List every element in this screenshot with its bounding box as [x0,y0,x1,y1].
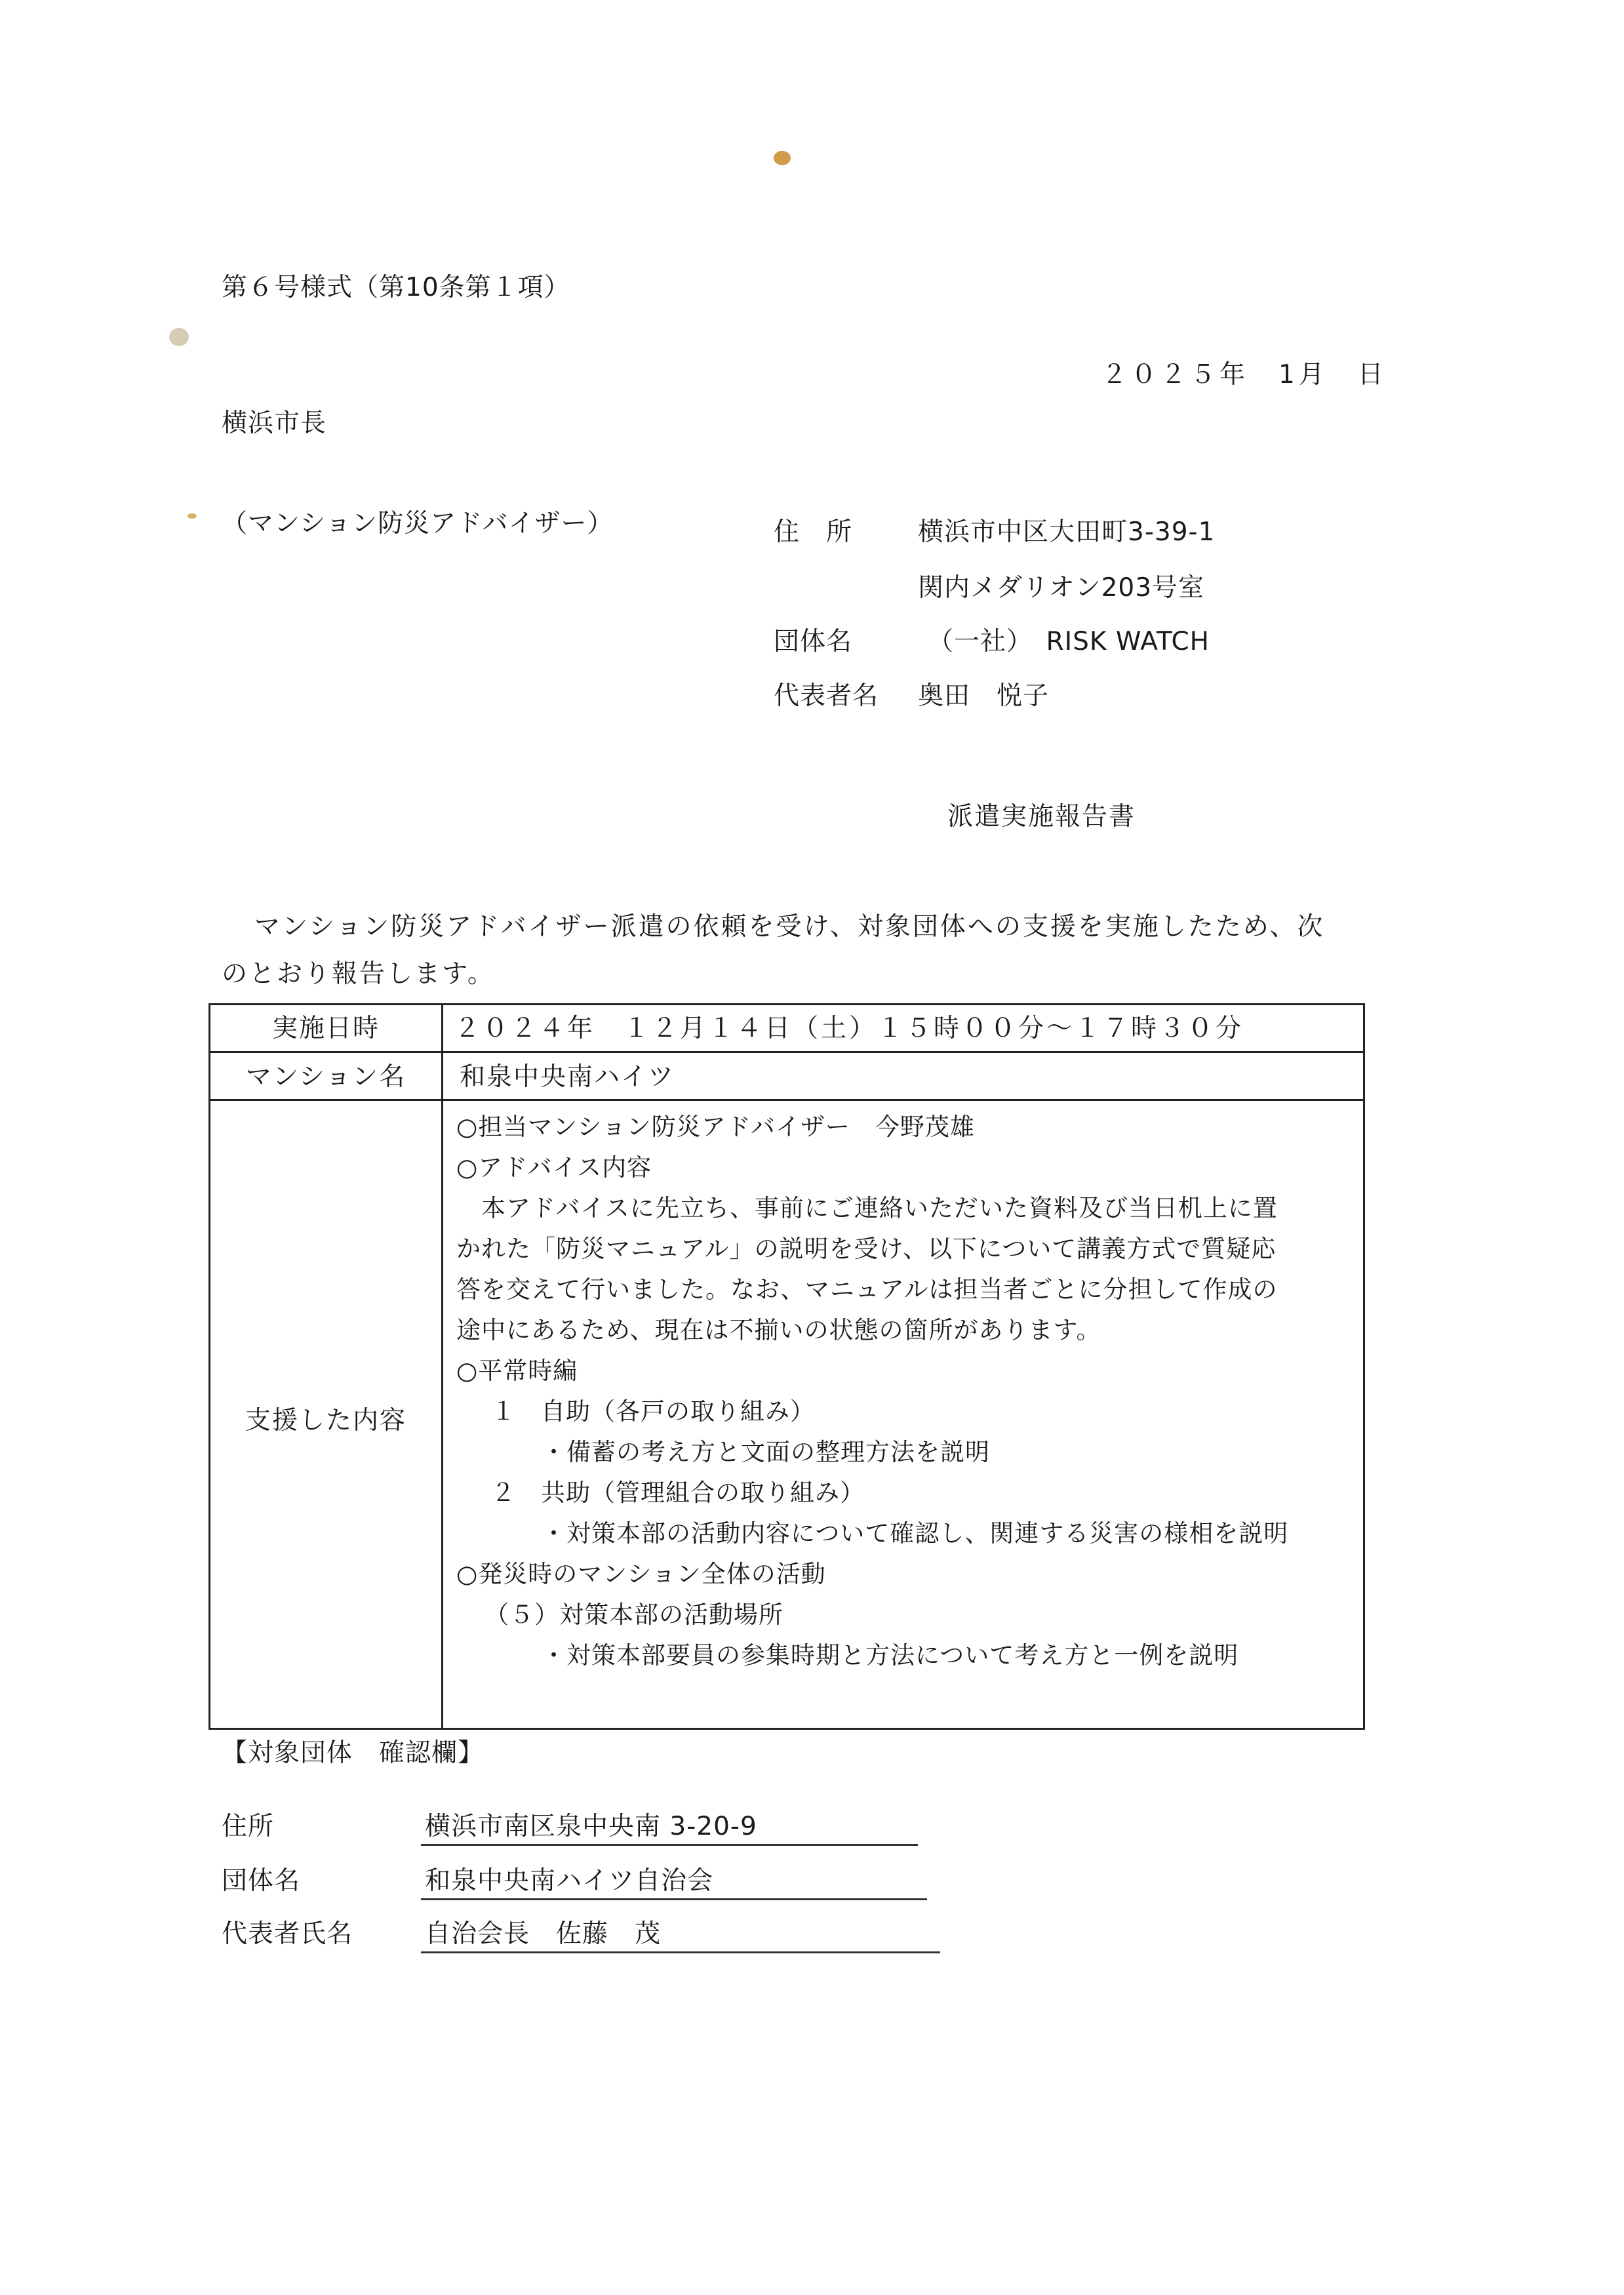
sender-address-line1: 横浜市中区大田町3-39-1 [918,517,1216,547]
report-date: ２０２５年 1月 日 [1101,360,1387,389]
table-row-divider [210,1099,1363,1101]
sender-org-value: （一社） RISK WATCH [928,627,1210,656]
ink-stain [169,328,189,346]
support-line: （５）対策本部の活動場所 [485,1601,783,1629]
intro-line-2: のとおり報告します。 [222,959,495,989]
support-label: 支援した内容 [245,1406,406,1435]
report-table [208,1003,1365,1730]
date-label: 実施日時 [271,1014,380,1043]
support-line: 本アドバイスに先立ち、事前にご連絡いただいた資料及び当日机上に置 [456,1194,1278,1222]
sender-address-label: 住 所 [774,517,853,547]
sender-rep-value: 奥田 悦子 [918,681,1050,711]
support-line: ・対策本部の活動内容について確認し、関連する災害の様相を説明 [542,1519,1289,1547]
support-line: 途中にあるため、現在は不揃いの状態の箇所があります。 [456,1316,1101,1344]
ink-stain [188,513,197,519]
confirmation-heading: 【対象団体 確認欄】 [222,1738,485,1768]
confirm-rep-label: 代表者氏名 [222,1919,353,1949]
recipient: 横浜市長 [222,409,327,438]
form-number: 第６号様式（第10条第１項） [222,273,570,302]
table-row-divider [210,1051,1363,1053]
ink-stain [774,151,791,165]
support-line: ○アドバイス内容 [456,1153,652,1182]
support-line: 答を交えて行いました。なお、マニュアルは担当者ごとに分担して作成の [456,1275,1278,1304]
confirm-rep-value: 自治会長 佐藤 茂 [425,1919,662,1949]
sender-org-label: 団体名 [774,627,853,656]
mansion-value: 和泉中央南ハイツ [460,1062,675,1092]
support-line: ２ 共助（管理組合の取り組み） [491,1479,865,1507]
confirm-address-value: 横浜市南区泉中央南 3-20-9 [425,1812,757,1841]
sender-address-line2: 関内メダリオン203号室 [918,573,1205,603]
intro-line-1: マンション防災アドバイザー派遣の依頼を受け、対象団体への支援を実施したため、次 [254,912,1325,942]
sender-role: （マンション防災アドバイザー） [222,509,614,538]
date-value: ２０２４年 １２月１４日（土）１５時００分～１７時３０分 [454,1014,1244,1043]
support-line: １ 自助（各戸の取り組み） [491,1397,815,1426]
mansion-label: マンション名 [245,1062,406,1092]
confirm-org-label: 団体名 [222,1866,301,1896]
support-line: ・備蓄の考え方と文面の整理方法を説明 [542,1438,990,1466]
support-line: ○担当マンション防災アドバイザー 今野茂雄 [456,1113,975,1141]
document-title: 派遣実施報告書 [947,802,1136,831]
table-column-divider [441,1005,443,1728]
support-line: ・対策本部要員の参集時期と方法について考え方と一例を説明 [542,1641,1239,1669]
sender-rep-label: 代表者名 [774,681,879,711]
support-line: かれた「防災マニュアル」の説明を受け、以下について講義方式で質疑応 [456,1235,1277,1263]
confirm-address-label: 住所 [222,1812,275,1841]
support-line: ○平常時編 [456,1357,578,1385]
support-line: ○発災時のマンション全体の活動 [456,1560,826,1588]
confirm-org-value: 和泉中央南ハイツ自治会 [425,1866,714,1896]
